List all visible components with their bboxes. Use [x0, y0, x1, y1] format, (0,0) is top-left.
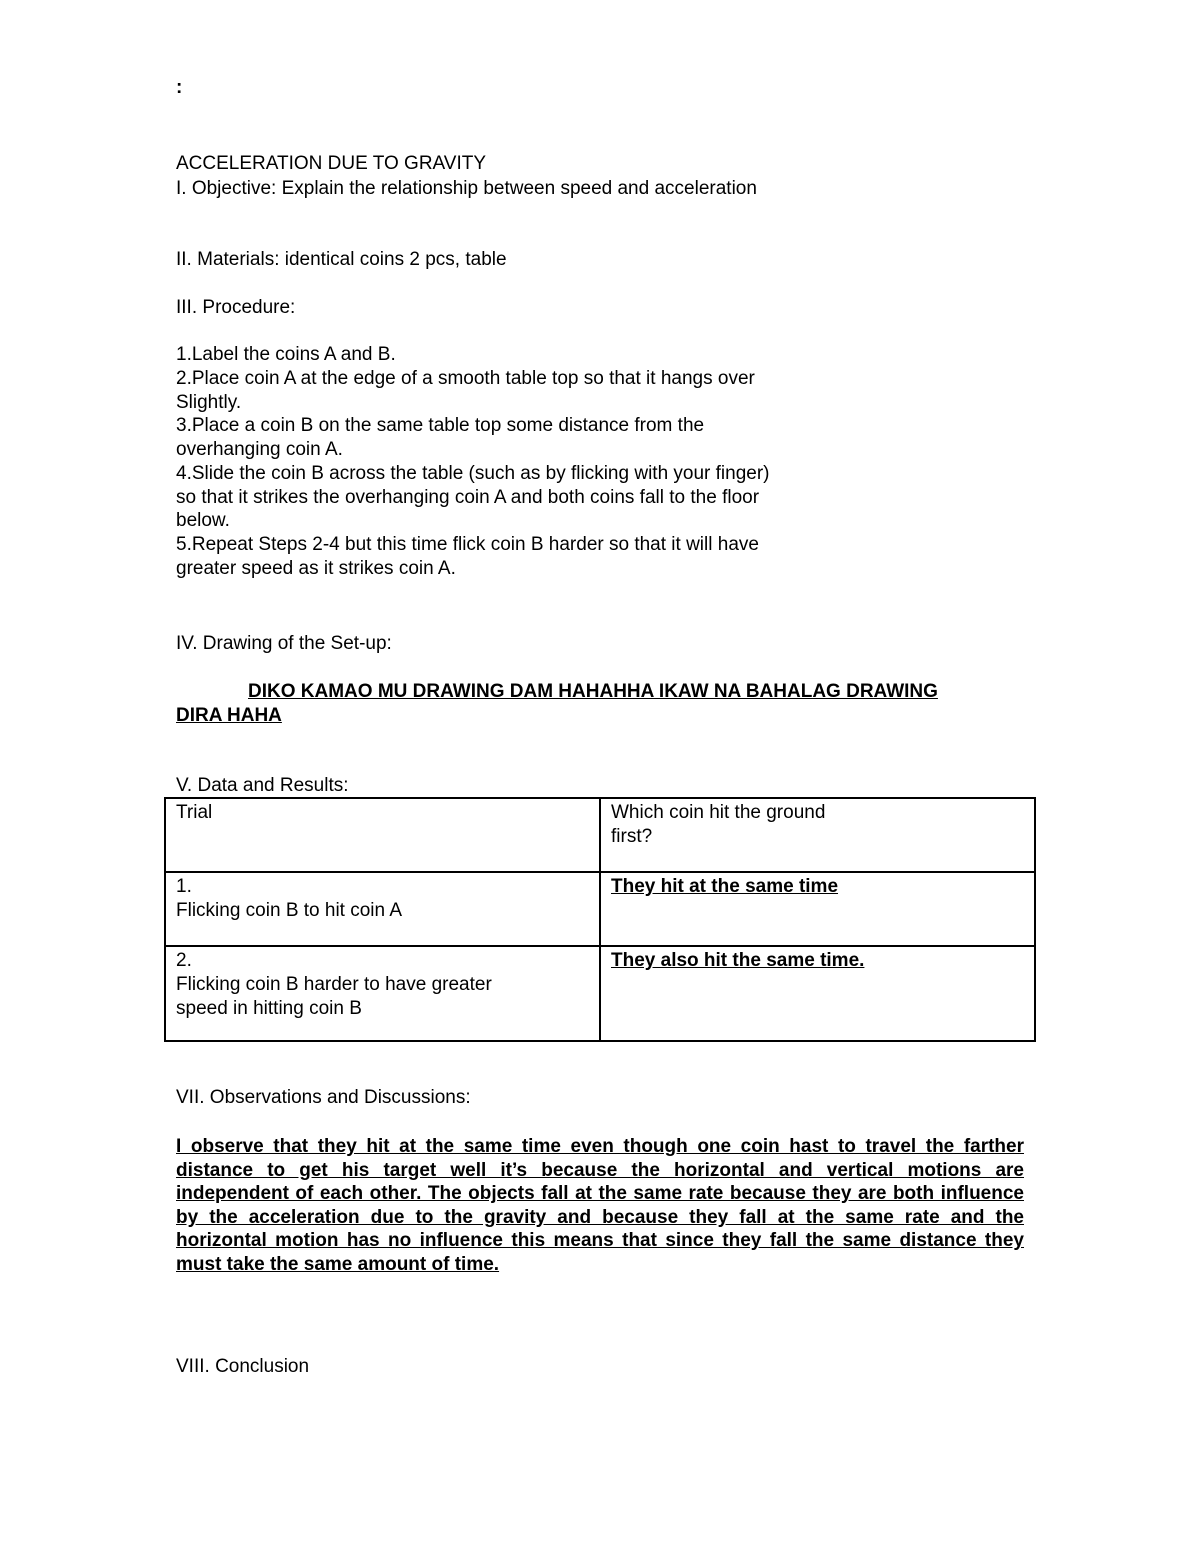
trial-description: speed in hitting coin B: [176, 998, 362, 1019]
procedure-line: below.: [176, 510, 230, 531]
table-row: [165, 946, 1035, 1041]
procedure-line: 5.Repeat Steps 2-4 but this time flick coin B harder so that it will have: [176, 534, 759, 555]
procedure-line: greater speed as it strikes coin A.: [176, 558, 456, 579]
trial-number: 2.: [176, 950, 192, 971]
trial-number: 1.: [176, 876, 192, 897]
observations-heading: VII. Observations and Discussions:: [176, 1087, 471, 1108]
header-trial-cell: [165, 798, 600, 872]
header-answer-cell: [600, 798, 1035, 872]
conclusion-heading: VIII. Conclusion: [176, 1356, 310, 1377]
procedure-line: 1.Label the coins A and B.: [176, 344, 396, 365]
header-trial: Trial: [176, 802, 213, 823]
header-answer-line: first?: [611, 826, 653, 847]
data-heading: V. Data and Results:: [176, 775, 349, 796]
materials-line: II. Materials: identical coins 2 pcs, table: [176, 249, 507, 270]
procedure-heading: III. Procedure:: [176, 297, 296, 318]
trial-cell: [165, 872, 600, 946]
answer-cell: [600, 946, 1035, 1041]
document-title: ACCELERATION DUE TO GRAVITY: [176, 153, 487, 174]
header-answer-line: Which coin hit the ground: [611, 802, 826, 823]
answer-cell: [600, 872, 1035, 946]
procedure-line: overhanging coin A.: [176, 439, 343, 460]
top-mark: :: [176, 77, 183, 98]
trial-description: Flicking coin B to hit coin A: [176, 900, 402, 921]
procedure-line: 2.Place coin A at the edge of a smooth table top so that it hangs over: [176, 368, 755, 389]
trial-answer: They hit at the same time: [611, 876, 839, 897]
results-table: [164, 797, 1036, 1042]
drawing-note-line: DIKO KAMAO MU DRAWING DAM HAHAHHA IKAW NA BAHALAG DRAWING: [248, 681, 938, 702]
observations-text: I observe that they hit at the same time even though one coin hast to travel the farther distance to get his target well it’s because the horizontal and vertical motions are independent of each other. The objects fall at the same rate because they are both influence by the acceleration due to the gravity and because they fall at the same rate and the horizontal motion has no influence this means that since they fall the same distance they must take the same amount of time.: [176, 1136, 1024, 1275]
procedure-line: 3.Place a coin B on the same table top some distance from the: [176, 415, 705, 436]
trial-description: Flicking coin B harder to have greater: [176, 974, 492, 995]
procedure-line: Slightly.: [176, 392, 242, 413]
drawing-note-line: DIRA HAHA: [176, 705, 282, 726]
table-header-row: [165, 798, 1035, 872]
trial-cell: [165, 946, 600, 1041]
table-row: [165, 872, 1035, 946]
drawing-note: [176, 680, 1026, 728]
procedure-line: 4.Slide the coin B across the table (such as by flicking with your finger): [176, 463, 770, 484]
drawing-heading: IV. Drawing of the Set-up:: [176, 633, 392, 654]
procedure-line: so that it strikes the overhanging coin A and both coins fall to the floor: [176, 487, 760, 508]
trial-answer: They also hit the same time.: [611, 950, 865, 971]
objective-line: I. Objective: Explain the relationship between speed and acceleration: [176, 178, 757, 199]
